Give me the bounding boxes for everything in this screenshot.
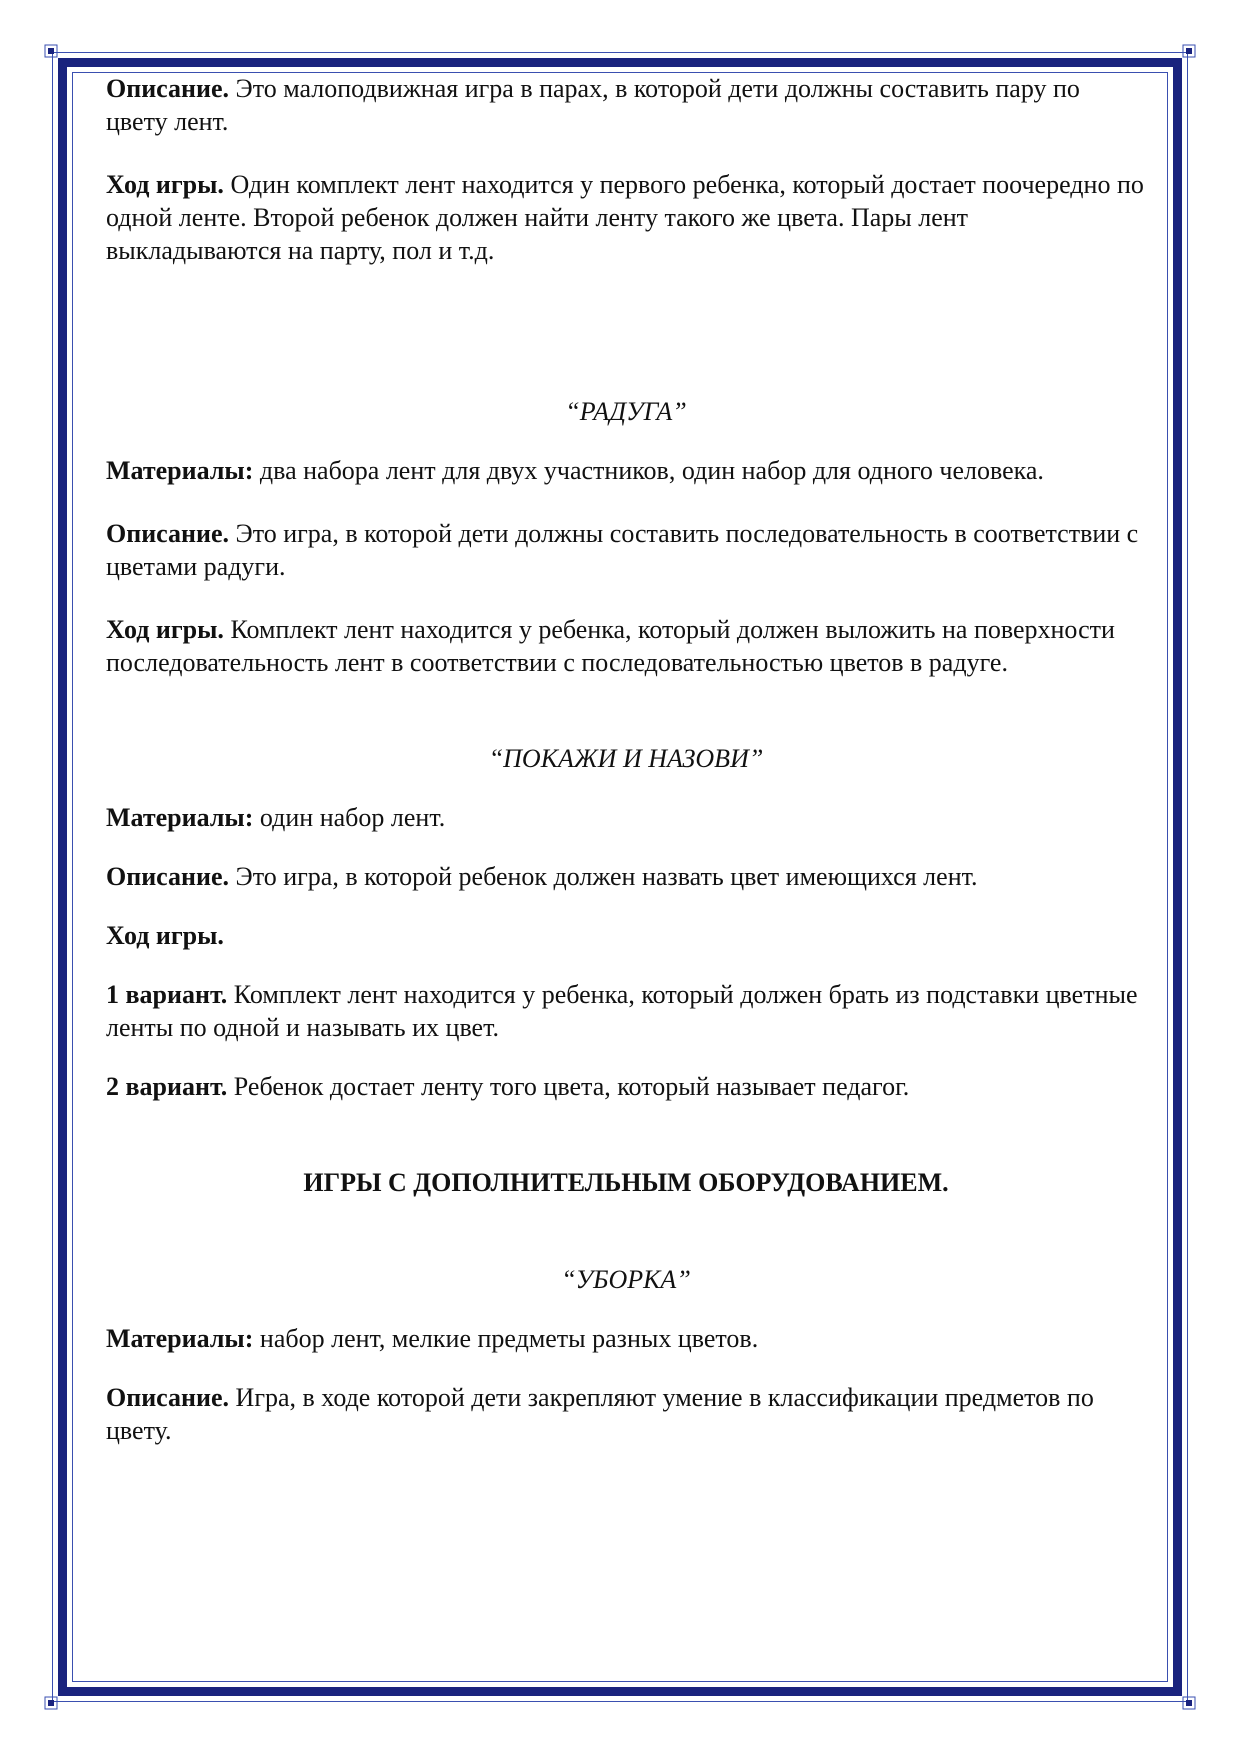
materials-text: один набор лент.: [253, 803, 446, 832]
frame-corner-ornament-icon: [1166, 1680, 1196, 1710]
materials-label: Материалы:: [106, 456, 254, 485]
frame-corner-ornament-icon: [44, 44, 74, 74]
document-body: [106, 70, 1146, 1447]
description-label: Описание.: [106, 74, 230, 103]
game-process-paragraph: [106, 919, 1146, 952]
game-process-label: Ход игры.: [106, 170, 224, 199]
materials-label: Материалы:: [106, 1324, 254, 1353]
materials-paragraph: [106, 1322, 1146, 1355]
description-text: Это игра, в которой ребенок должен назвать цвет имеющихся лент.: [229, 862, 978, 891]
materials-paragraph: [106, 454, 1146, 487]
game-process-label: Ход игры.: [106, 615, 224, 644]
game-process-paragraph: [106, 168, 1146, 267]
variant-2-paragraph: [106, 1070, 1146, 1103]
game-title-raduga: “РАДУГА”: [565, 397, 687, 426]
frame-corner-ornament-icon: [1166, 44, 1196, 74]
description-paragraph: [106, 860, 1146, 893]
description-label: Описание.: [106, 519, 230, 548]
game-process-label: Ход игры.: [106, 921, 224, 950]
game-title-pokazhi: “ПОКАЖИ И НАЗОВИ”: [488, 744, 764, 773]
variant-1-label: 1 вариант.: [106, 980, 228, 1009]
materials-paragraph: [106, 801, 1146, 834]
description-text: Игра, в ходе которой дети закрепляют умение в классификации предметов по цвету.: [106, 1383, 1094, 1445]
description-label: Описание.: [106, 1383, 230, 1412]
description-text: Это игра, в которой дети должны составить последовательность в соответствии с цветами радуги.: [106, 519, 1139, 581]
materials-text: набор лент, мелкие предметы разных цветов.: [253, 1324, 759, 1353]
game-process-paragraph: [106, 613, 1146, 679]
game-title-uborka: “УБОРКА”: [561, 1265, 691, 1294]
materials-label: Материалы:: [106, 803, 254, 832]
description-label: Описание.: [106, 862, 230, 891]
description-paragraph: [106, 1381, 1146, 1447]
variant-2-text: Ребенок достает ленту того цвета, который называет педагог.: [227, 1072, 910, 1101]
materials-text: два набора лент для двух участников, один набор для одного человека.: [253, 456, 1044, 485]
description-text: Это малоподвижная игра в парах, в которой дети должны составить пару по цвету лент.: [106, 74, 1080, 136]
description-paragraph: [106, 72, 1146, 138]
variant-1-text: Комплект лент находится у ребенка, который должен брать из подставки цветные ленты по одной и называть их цвет.: [106, 980, 1138, 1042]
variant-2-label: 2 вариант.: [106, 1072, 228, 1101]
frame-corner-ornament-icon: [44, 1680, 74, 1710]
description-paragraph: [106, 517, 1146, 583]
game-process-text: Комплект лент находится у ребенка, который должен выложить на поверхности последовательность лент в соответствии с последовательностью цветов в радуге.: [106, 615, 1115, 677]
game-process-text: Один комплект лент находится у первого ребенка, который достает поочередно по одной ленте. Второй ребенок должен найти ленту такого же цвета. Пары лент выкладываются на парту, пол и т.д.: [106, 170, 1144, 265]
variant-1-paragraph: [106, 978, 1146, 1044]
section-heading: ИГРЫ С ДОПОЛНИТЕЛЬНЫМ ОБОРУДОВАНИЕМ.: [303, 1168, 949, 1197]
